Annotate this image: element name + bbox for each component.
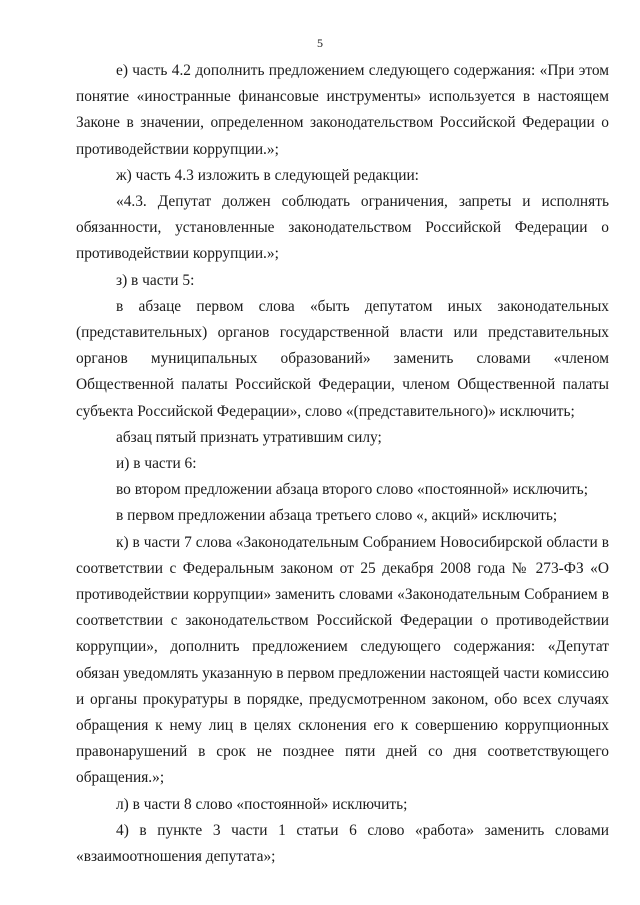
paragraph-l: л) в части 8 слово «постоянной» исключить; bbox=[116, 795, 408, 813]
paragraph-fifth-abzac: абзац пятый признать утратившим силу; bbox=[116, 428, 382, 446]
paragraph-third-abzac: в первом предложении абзаца третьего слово «, акций» исключить; bbox=[116, 507, 558, 525]
paragraph-i: и) в части 6: bbox=[116, 455, 197, 473]
paragraph-k: к) в части 7 слова «Законодательным Собранием Новосибирской области в соответствии с Федеральным законом от 25 декабря 2008 года № 273-ФЗ «О противодействии коррупции» заменить словами «Законодательным Собранием в соответствии с законодательством Российской Федерации о противодействии коррупции», дополнить предложением следующего содержания: «Депутат обязан уведомлять указанную в первом предложении настоящей части комиссию и органы прокуратуры в порядке, предусмотренном законом, обо всех случаях обращения к нему лиц в целях склонения его к совершению коррупционных правонарушений в срок не позднее пяти дней со дня соответствующего обращения.»; bbox=[76, 533, 609, 787]
paragraph-first-abzac: в абзаце первом слова «быть депутатом иных законодательных (представительных) органов государственной власти или представительных органов муниципальных образований» заменить словами «членом Общественной палаты Российской Федерации, членом Общественной палаты субъекта Российской Федерации», слово «(представительного)» исключить; bbox=[76, 297, 609, 420]
paragraph-zh: ж) часть 4.3 изложить в следующей редакции: bbox=[116, 166, 419, 184]
paragraph-z: з) в части 5: bbox=[116, 271, 195, 289]
paragraph-second-abzac: во втором предложении абзаца второго слово «постоянной» исключить; bbox=[116, 481, 588, 499]
paragraph-item-4: 4) в пункте 3 части 1 статьи 6 слово «работа» заменить словами «взаимоотношения депутата»; bbox=[76, 821, 609, 866]
page-number: 5 bbox=[317, 36, 323, 50]
document-body bbox=[76, 58, 609, 870]
paragraph-4-3-text: «4.3. Депутат должен соблюдать ограничения, запреты и исполнять обязанности, установленные законодательством Российской Федерации о противодействии коррупции.»; bbox=[76, 193, 609, 263]
paragraph-e: е) часть 4.2 дополнить предложением следующего содержания: «При этом понятие «иностранные финансовые инструменты» используется в настоящем Законе в значении, определенном законодательством Российской Федерации о противодействии коррупции.»; bbox=[76, 62, 609, 158]
